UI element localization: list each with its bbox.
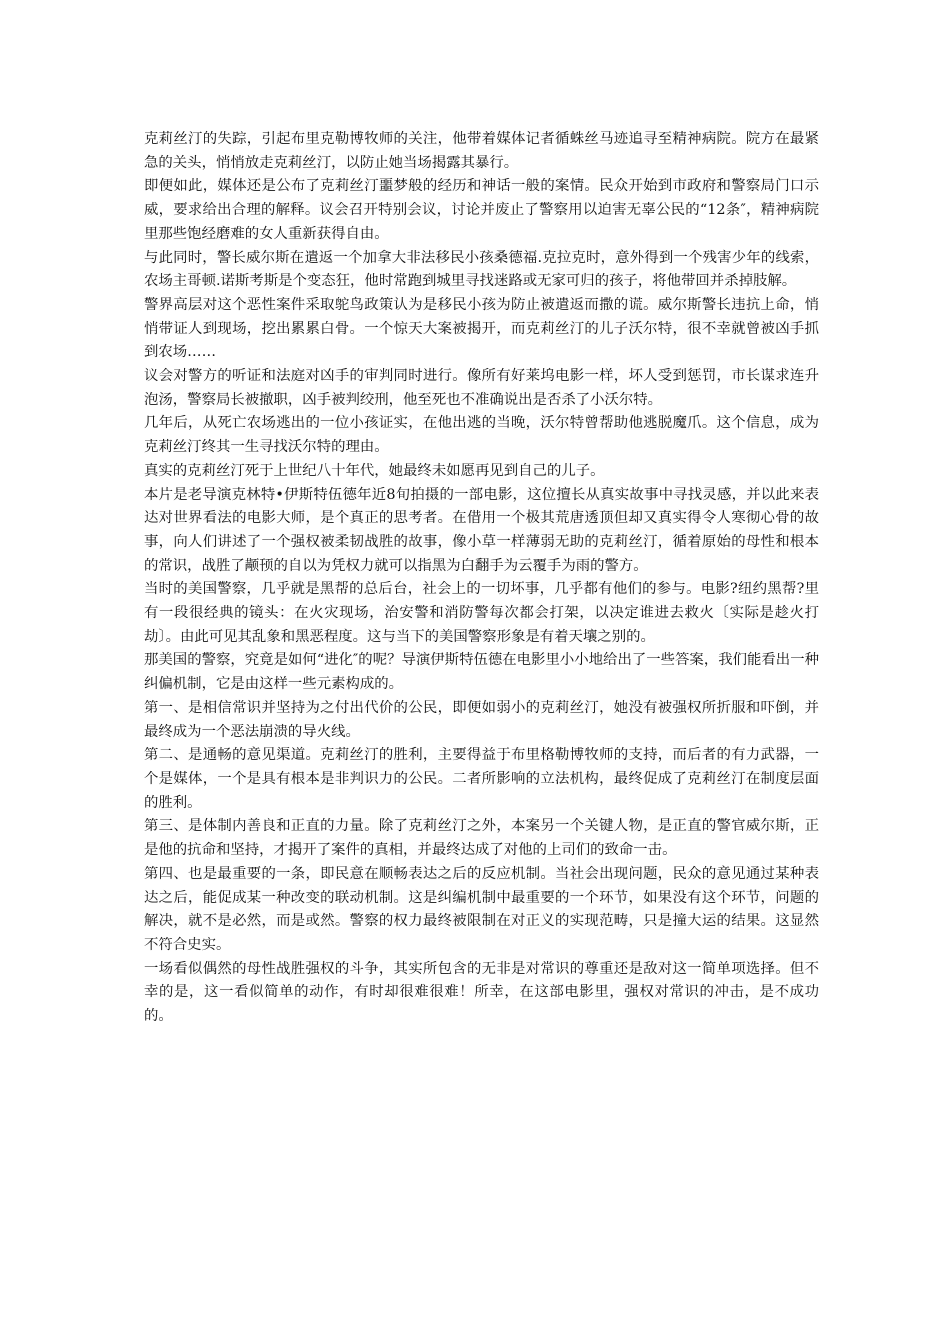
paragraph-8: 本片是老导演克林特•伊斯特伍德年近8旬拍摄的一部电影，这位擅长从真实故事中寻找灵感，并以此来表达对世界看法的电影大师，是个真正的思考者。在借用一个极其荒唐透顶但却又真实得令人寒彻心骨的故事，向人们讲述了一个强权被柔韧战胜的故事，像小草一样薄弱无助的克莉丝汀，循着原始的母性和根本的常识，战胜了颟顸的自以为凭权力就可以指黑为白翻手为云覆手为雨的警方。 [144,486,819,574]
paragraph-14: 第四、也是最重要的一条，即民意在顺畅表达之后的反应机制。当社会出现问题，民众的意见通过某种表达之后，能促成某一种改变的联动机制。这是纠编机制中最重要的一个环节，如果没有这个环节，问题的解决，就不是必然，而是或然。警察的权力最终被限制在对正义的实现范畴，只是撞大运的结果。这显然不符合史实。 [144,865,819,953]
paragraph-9: 当时的美国警察，几乎就是黑帮的总后台，社会上的一切坏事，几乎都有他们的参与。电影?纽约黑帮?里有一段很经典的镜头：在火灾现场，治安警和消防警每次都会打架，以决定谁进去救火〔实际是趁火打劫〕。由此可见其乱象和黑恶程度。这与当下的美国警察形象是有着天壤之别的。 [144,581,819,645]
paragraph-3: 与此同时，警长威尔斯在遣返一个加拿大非法移民小孩桑德福.克拉克时，意外得到一个残害少年的线索，农场主哥顿.诺斯考斯是个变态狂，他时常跑到城里寻找迷路或无家可归的孩子，将他带回并杀掉肢解。 [144,249,819,290]
paragraph-7: 真实的克莉丝汀死于上世纪八十年代，她最终未如愿再见到自己的儿子。 [144,462,605,479]
paragraph-10: 那美国的警察，究竟是如何“进化″的呢？导演伊斯特伍德在电影里小小地给出了一些答案，我们能看出一种纠偏机制，它是由这样一些元素构成的。 [144,652,819,693]
paragraph-2: 即便如此，媒体还是公布了克莉丝汀噩梦般的经历和神话一般的案情。民众开始到市政府和警察局门口示威，要求给出合理的解释。议会召开特别会议，讨论并废止了警察用以迫害无辜公民的“12条″，精神病院里那些饱经磨难的女人重新获得自由。 [144,178,819,242]
paragraph-11: 第一、是相信常识并坚持为之付出代价的公民，即便如弱小的克莉丝汀，她没有被强权所折服和吓倒，并最终成为一个恶法崩溃的导火线。 [144,699,819,740]
paragraph-15: 一场看似偶然的母性战胜强权的斗争，其实所包含的无非是对常识的尊重还是敌对这一简单项选择。但不幸的是，这一看似简单的动作，有时却很难很难！所幸，在这部电影里，强权对常识的冲击，是不成功的。 [144,960,819,1025]
paragraph-4: 警界高层对这个恶性案件采取鸵鸟政策认为是移民小孩为防止被遣返而撒的谎。威尔斯警长违抗上命，悄悄带证人到现场，挖出累累白骨。一个惊天大案被揭开，而克莉丝汀的儿子沃尔特，很不幸就曾被凶手抓到农场…… [144,296,819,361]
paragraph-1: 克莉丝汀的失踪，引起布里克勒博牧师的关注，他带着媒体记者循蛛丝马迹追寻至精神病院。院方在最紧急的关头，悄悄放走克莉丝汀，以防止她当场揭露其暴行。 [144,131,819,171]
document-page [144,128,819,1029]
paragraph-5: 议会对警方的听证和法庭对凶手的审判同时进行。像所有好莱坞电影一样，坏人受到惩罚，市长谋求连升泡汤，警察局长被撤职，凶手被判绞刑，他至死也不准确说出是否杀了小沃尔特。 [144,368,819,408]
paragraph-6: 几年后，从死亡农场逃出的一位小孩证实，在他出逃的当晚，沃尔特曾帮助他逃脱魔爪。这个信息，成为克莉丝汀终其一生寻找沃尔特的理由。 [144,415,819,456]
paragraph-13: 第三、是体制内善良和正直的力量。除了克莉丝汀之外，本案另一个关键人物，是正直的警官威尔斯，正是他的抗命和坚持，才揭开了案件的真相，并最终达成了对他的上司们的致命一击。 [144,818,819,859]
paragraph-12: 第二、是通畅的意见渠道。克莉丝汀的胜利，主要得益于布里格勒博牧师的支持，而后者的有力武器，一个是媒体，一个是具有根本是非判识力的公民。二者所影响的立法机构，最终促成了克莉丝汀在制度层面的胜利。 [144,747,819,811]
